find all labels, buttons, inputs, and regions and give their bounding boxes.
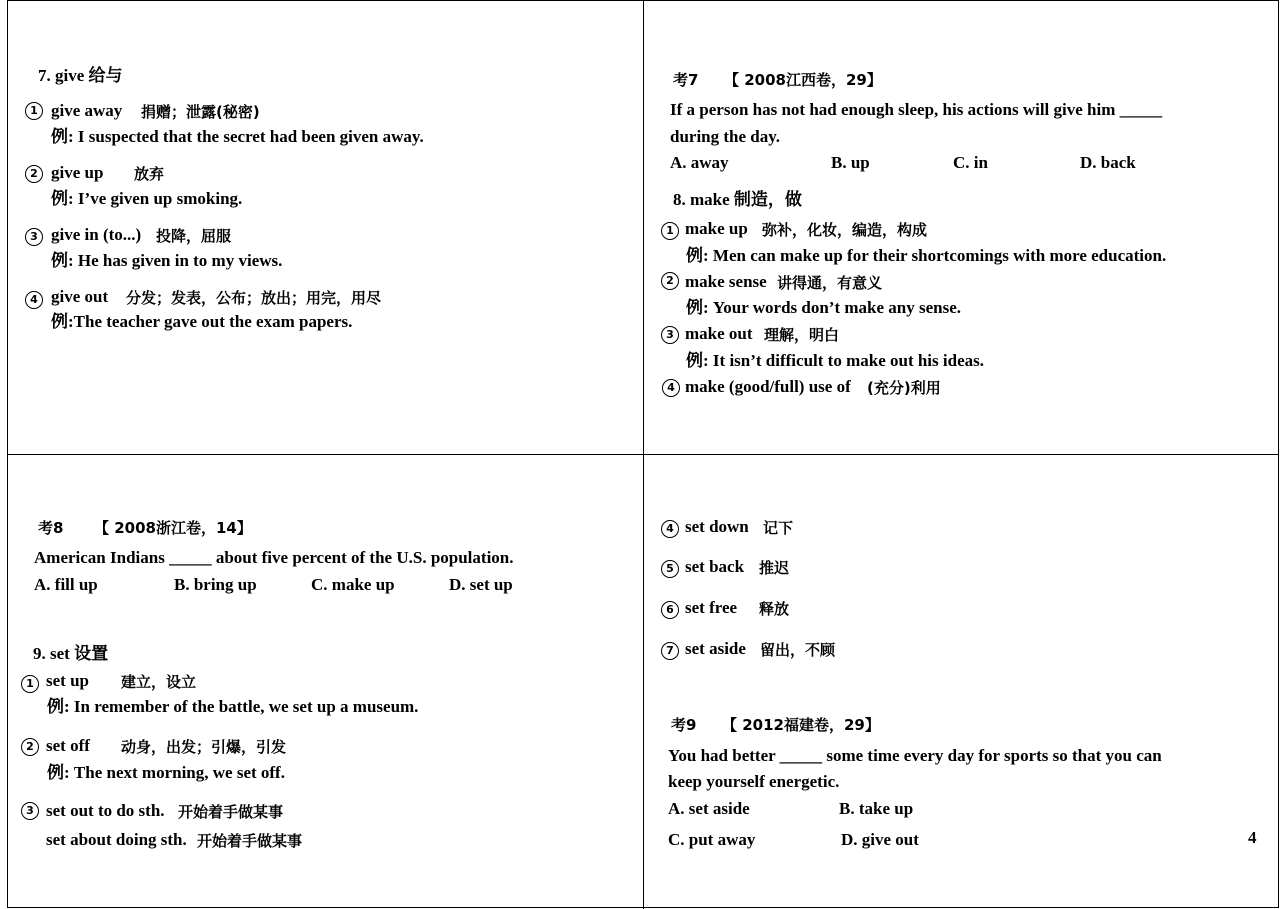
option-b: B. bring up [174, 575, 257, 594]
phrase: make sense [685, 272, 767, 291]
meaning: 理解，明白 [764, 326, 840, 344]
phrase: give up [51, 163, 104, 182]
number-badge: 3 [21, 802, 39, 820]
option-c: C. in [953, 153, 988, 172]
example: 例: I suspected that the secret had been given away. [51, 127, 424, 146]
example: 例: Men can make up for their shortcomings with more education. [686, 246, 1167, 265]
question-text: keep yourself energetic. [668, 772, 840, 791]
question-text: If a person has not had enough sleep, his actions will give him _____ [670, 100, 1163, 119]
phrase: set off [46, 736, 90, 755]
meaning: 推迟 [759, 559, 790, 577]
phrase: give out [51, 287, 109, 306]
phrase: make (good/full) use of [685, 377, 851, 396]
meaning: 留出，不顾 [760, 641, 836, 659]
number-badge: 1 [25, 102, 43, 120]
meaning: 讲得通，有意义 [777, 274, 883, 292]
meaning: 动身，出发；引爆，引发 [121, 738, 287, 756]
option-b: B. up [831, 153, 870, 172]
option-a: A. away [670, 153, 729, 172]
meaning: 建立，设立 [121, 673, 197, 691]
phrase: give in (to...) [51, 225, 142, 244]
number-badge: 4 [661, 520, 679, 538]
meaning: 记下 [763, 519, 794, 537]
option-c: C. put away [668, 830, 756, 849]
example: 例: He has given in to my views. [51, 251, 283, 270]
meaning: 捐赠；泄露(秘密) [141, 103, 260, 121]
page-number: 4 [1248, 828, 1257, 847]
meaning: 释放 [759, 600, 790, 618]
option-a: A. set aside [668, 799, 750, 818]
meaning: 分发；发表，公布；放出；用完，用尽 [126, 289, 382, 307]
exam-tag: 考8 [38, 519, 64, 537]
number-badge: 1 [21, 675, 39, 693]
number-badge: 3 [25, 228, 43, 246]
meaning: (充分)利用 [867, 379, 941, 397]
meaning: 投降，屈服 [156, 227, 232, 245]
question-text: You had better _____ some time every day for sports so that you can [668, 746, 1162, 765]
phrase: set down [685, 517, 749, 536]
option-d: D. set up [449, 575, 513, 594]
example: 例: I’ve given up smoking. [51, 189, 243, 208]
example: 例: It isn’t difficult to make out his ideas. [686, 351, 984, 370]
example: 例: In remember of the battle, we set up a museum. [47, 697, 419, 716]
number-badge: 3 [661, 326, 679, 344]
phrase: set out to do sth. [46, 801, 165, 820]
option-b: B. take up [839, 799, 914, 818]
number-badge: 2 [25, 165, 43, 183]
meaning: 开始着手做某事 [197, 832, 303, 850]
phrase: set back [685, 557, 745, 576]
question-text: American Indians _____ about five percent of the U.S. population. [34, 548, 514, 567]
number-badge: 6 [661, 601, 679, 619]
meaning: 弥补，化妆，编造，构成 [762, 221, 928, 239]
exam-source: 【 2012福建卷，29】 [722, 716, 880, 734]
exam-source: 【 2008江西卷，29】 [724, 71, 882, 89]
option-d: D. give out [841, 830, 919, 849]
phrase: set about doing sth. [46, 830, 187, 849]
exam-source: 【 2008浙江卷，14】 [94, 519, 252, 537]
phrase: set up [46, 671, 89, 690]
number-badge: 1 [661, 222, 679, 240]
phrase: set aside [685, 639, 746, 658]
question-text: during the day. [670, 127, 781, 146]
section-heading: 9. set 设置 [33, 644, 109, 663]
number-badge: 2 [661, 272, 679, 290]
phrase: make up [685, 219, 748, 238]
meaning: 放弃 [134, 165, 165, 183]
number-badge: 4 [25, 291, 43, 309]
meaning: 开始着手做某事 [178, 803, 284, 821]
option-a: A. fill up [34, 575, 98, 594]
number-badge: 7 [661, 642, 679, 660]
exam-tag: 考7 [673, 71, 699, 89]
example: 例: Your words don’t make any sense. [686, 298, 962, 317]
number-badge: 4 [662, 379, 680, 397]
exam-tag: 考9 [671, 716, 697, 734]
option-d: D. back [1080, 153, 1136, 172]
section-heading: 8. make 制造，做 [673, 190, 802, 209]
example: 例:The teacher gave out the exam papers. [51, 312, 353, 331]
phrase: give away [51, 101, 123, 120]
phrase: set free [685, 598, 738, 617]
phrase: make out [685, 324, 753, 343]
number-badge: 2 [21, 738, 39, 756]
example: 例: The next morning, we set off. [47, 763, 285, 782]
horizontal-divider [7, 454, 1279, 455]
number-badge: 5 [661, 560, 679, 578]
section-heading: 7. give 给与 [38, 66, 123, 85]
option-c: C. make up [311, 575, 395, 594]
